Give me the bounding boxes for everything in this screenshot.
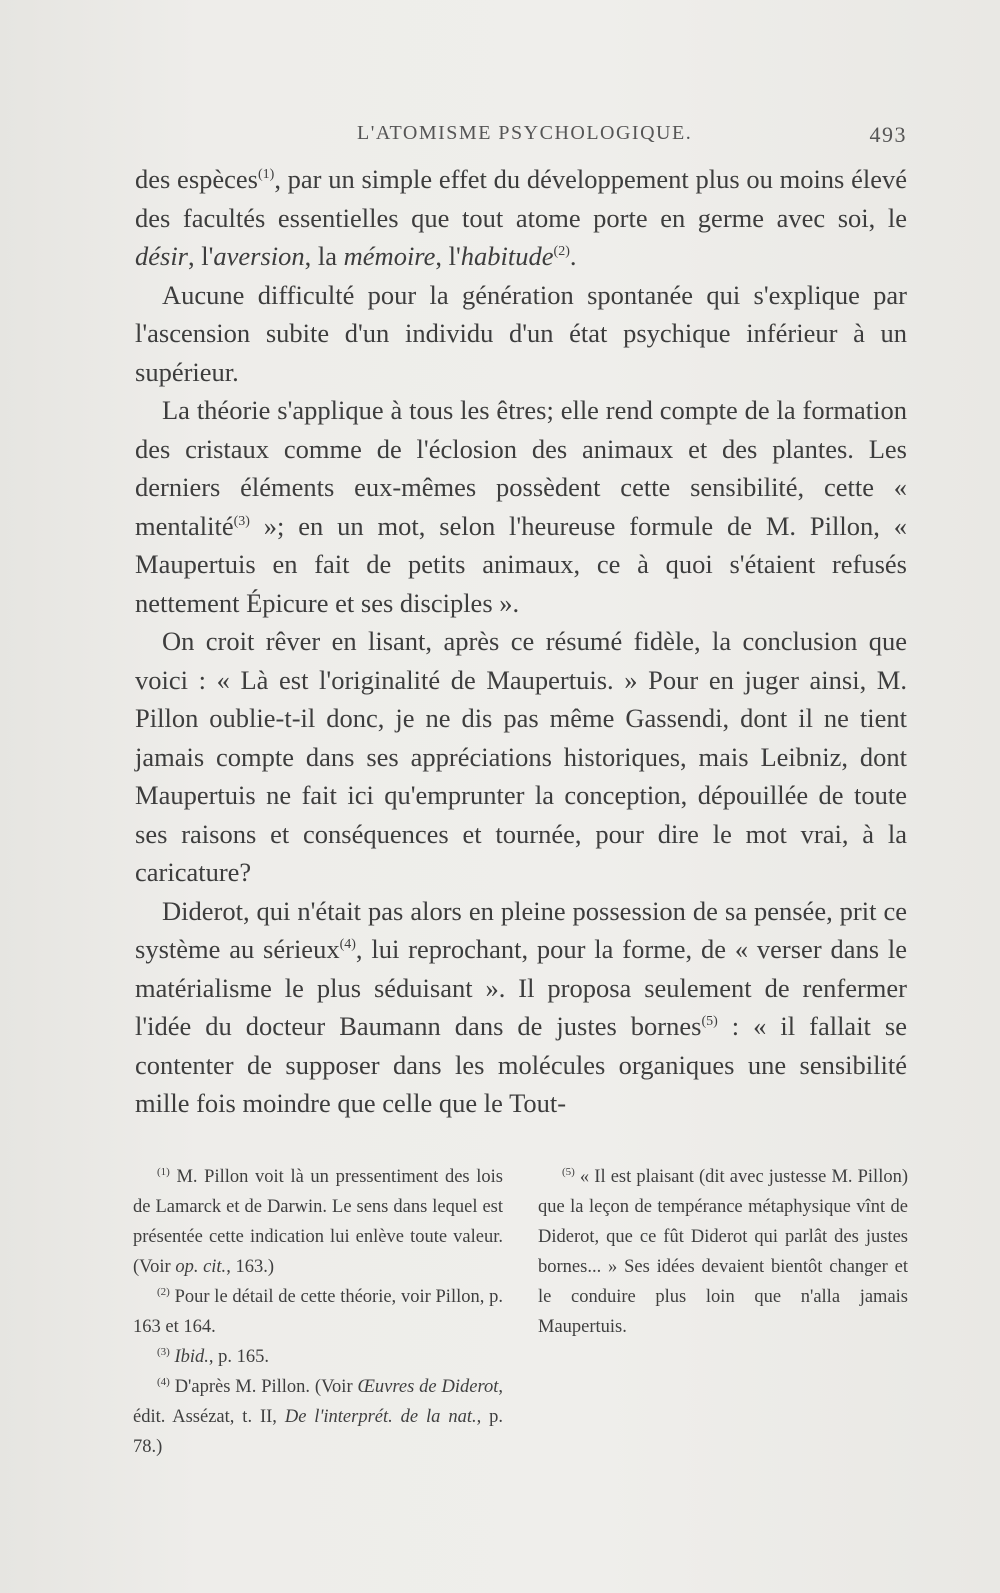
paragraph-4: On croit rêver en lisant, après ce résumé fidèle, la conclusion que voici : « Là est l'originalité de Maupertuis. » Pour en juger ainsi, M. Pillon oublie-t-il donc, je ne dis pas même Gassendi, dont il ne tient jamais compte dans ses appréciations historiques, mais Leibniz, dont Maupertuis ne fait ici qu'emprunter la conception, dépouillée de toute ses raisons et conséquences et tournée, pour dire le mot vrai, à la caricature? [135, 626, 907, 887]
footnote-1: $^{(1)}$ M. Pillon voit là un pressentiment des lois de Lamarck et de Darwin. Le sens dans lequel est présentée cette indication lui enlève toute valeur. (Voir op. cit., 163.) [133, 1165, 503, 1277]
running-header [135, 118, 907, 148]
footnote-ref-4: (4) [339, 937, 356, 953]
footnote-4: $^{(4)}$ D'après M. Pillon. (Voir Œuvres de Diderot, édit. Assézat, t. II, De l'interprét. de la nat., p. 78.) [133, 1375, 503, 1457]
footnotes-right-column [538, 1162, 908, 1462]
footnote-ref-2: (2) [553, 244, 570, 260]
footnote-ref-3: (3) [233, 513, 250, 529]
footnote-5: $^{(5)}$ « Il est plaisant (dit avec justesse M. Pillon) que la leçon de tempérance métaphysique vînt de Diderot, que ce fût Diderot qui parlât des justes bornes... » Ses idées devaient bientôt changer et le conduire plus loin que n'alla jamais Maupertuis. [538, 1165, 908, 1337]
footnote-ref-1: (1) [257, 167, 275, 183]
paragraph-3: La théorie s'applique à tous les êtres; elle rend compte de la formation des cristaux comme de l'éclosion des animaux et des plantes. Les derniers éléments eux-mêmes possèdent cette sensibilité, cette « mentalité$^{(3)}$ »; en un mot, selon l'heureuse formule de M. Pillon, « Maupertuis en fait de petits animaux, ce à quoi s'étaient refusés nettement Épicure et ses disciples ». [135, 395, 907, 618]
footnotes [133, 1162, 908, 1462]
page-number: 493 [869, 122, 907, 147]
running-title: L'ATOMISME PSYCHOLOGIQUE. [357, 122, 693, 144]
paragraph-2: Aucune difficulté pour la génération spontanée qui s'explique par l'ascension subite d'un individu d'un état psychique inférieur à un supérieur. [135, 279, 907, 387]
main-text [135, 160, 907, 1123]
footnote-ref-5: (5) [701, 1014, 718, 1030]
footnote-2: $^{(2)}$ Pour le détail de cette théorie, voir Pillon, p. 163 et 164. [133, 1285, 503, 1337]
paragraph-5: Diderot, qui n'était pas alors en pleine possession de sa pensée, prit ce système au sérieux$^{(4)}$, lui reprochant, pour la forme, de « verser dans le matérialisme le plus séduisant ». Il proposa seulement de renfermer l'idée du docteur Baumann dans de justes bornes$^{(5)}$ : « il fallait se contenter de supposer dans les molécules organiques une sensibilité mille fois moindre que celle que le Tout- [135, 895, 907, 1118]
footnote-3: $^{(3)}$ Ibid., p. 165. [157, 1345, 270, 1367]
footnotes-left-column [133, 1162, 503, 1462]
paragraph-1: des espèces$^{(1)}$, par un simple effet du développement plus ou moins élevé des facultés essentielles que tout atome porte en germe avec soi, le désir, l'aversion, la mémoire, l'habitude$^{(2)}$. [135, 164, 907, 271]
